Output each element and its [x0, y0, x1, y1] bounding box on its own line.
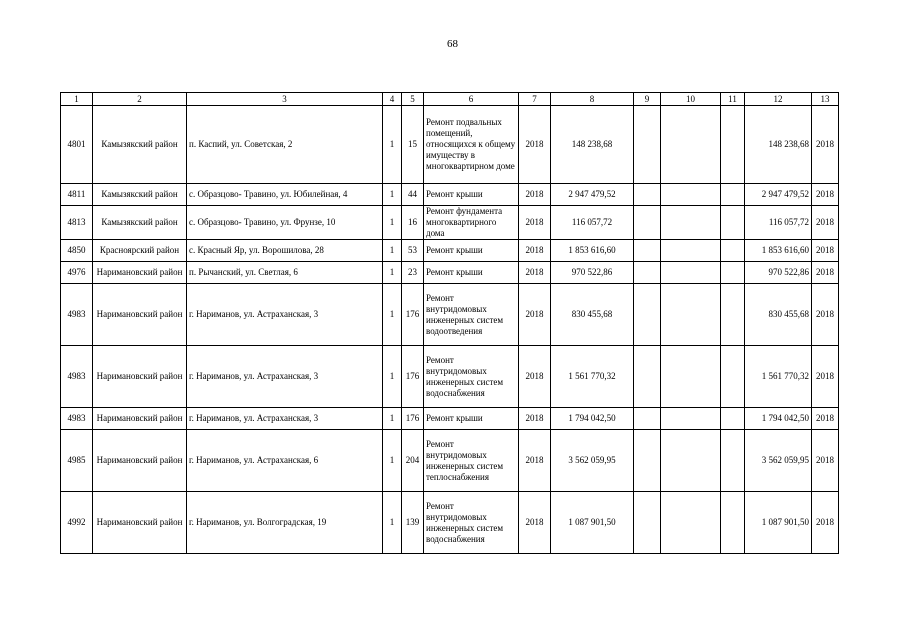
table-cell-district: Наримановский район	[93, 430, 187, 492]
table-cell-address: с. Красный Яр, ул. Ворошилова, 28	[187, 240, 383, 262]
table-cell-c9	[634, 408, 661, 430]
column-header: 11	[721, 93, 745, 106]
table-cell-address: г. Нариманов, ул. Астраханская, 3	[187, 408, 383, 430]
table-row	[61, 492, 839, 554]
table-cell-c4: 1	[383, 492, 402, 554]
column-header: 8	[551, 93, 634, 106]
table-cell-id: 4811	[61, 184, 93, 206]
table-cell-work: Ремонт внутридомовых инженерных систем водоотведения	[424, 284, 519, 346]
table-cell-year: 2018	[519, 492, 551, 554]
table-cell-cost: 830 455,68	[551, 284, 634, 346]
table-cell-cost: 1 794 042,50	[551, 408, 634, 430]
column-header: 1	[61, 93, 93, 106]
table-cell-district: Наримановский район	[93, 262, 187, 284]
table-cell-work: Ремонт крыши	[424, 408, 519, 430]
table-cell-cost: 1 561 770,32	[551, 346, 634, 408]
table-row	[61, 346, 839, 408]
table-cell-c11	[721, 284, 745, 346]
table-cell-work: Ремонт крыши	[424, 184, 519, 206]
table-row	[61, 240, 839, 262]
table-cell-work: Ремонт крыши	[424, 262, 519, 284]
table-cell-district: Камызякский район	[93, 106, 187, 184]
table-cell-district: Наримановский район	[93, 408, 187, 430]
table-cell-c5: 176	[402, 284, 424, 346]
table-cell-c9	[634, 492, 661, 554]
table-cell-c4: 1	[383, 240, 402, 262]
table-cell-c12: 2 947 479,52	[745, 184, 812, 206]
table-cell-cost: 3 562 059,95	[551, 430, 634, 492]
table-cell-year: 2018	[519, 184, 551, 206]
table-cell-cost: 2 947 479,52	[551, 184, 634, 206]
table-cell-c11	[721, 240, 745, 262]
page-number: 68	[447, 38, 458, 50]
table-cell-c13: 2018	[812, 106, 839, 184]
table-cell-c10	[661, 240, 721, 262]
table-cell-cost: 1 853 616,60	[551, 240, 634, 262]
table-cell-c9	[634, 430, 661, 492]
column-header: 10	[661, 93, 721, 106]
table-cell-c10	[661, 346, 721, 408]
table-row	[61, 206, 839, 240]
table-cell-c5: 15	[402, 106, 424, 184]
table-cell-c5: 176	[402, 408, 424, 430]
table-cell-c4: 1	[383, 262, 402, 284]
table-cell-id: 4976	[61, 262, 93, 284]
table-cell-c13: 2018	[812, 184, 839, 206]
table-cell-c10	[661, 184, 721, 206]
table-cell-year: 2018	[519, 346, 551, 408]
table-cell-c13: 2018	[812, 284, 839, 346]
table-cell-c10	[661, 408, 721, 430]
table-cell-year: 2018	[519, 262, 551, 284]
table-cell-year: 2018	[519, 430, 551, 492]
column-header: 7	[519, 93, 551, 106]
table-cell-c4: 1	[383, 346, 402, 408]
table-cell-c13: 2018	[812, 408, 839, 430]
table-cell-c9	[634, 346, 661, 408]
table-cell-address: с. Образцово- Травино, ул. Фрунзе, 10	[187, 206, 383, 240]
table-header-row	[61, 93, 839, 106]
table-cell-id: 4850	[61, 240, 93, 262]
table-cell-c9	[634, 284, 661, 346]
column-header: 3	[187, 93, 383, 106]
table-cell-c10	[661, 262, 721, 284]
table-cell-c13: 2018	[812, 206, 839, 240]
table-cell-c5: 204	[402, 430, 424, 492]
table-cell-work: Ремонт крыши	[424, 240, 519, 262]
table-row	[61, 262, 839, 284]
column-header: 2	[93, 93, 187, 106]
column-header: 5	[402, 93, 424, 106]
table-cell-c4: 1	[383, 408, 402, 430]
table-row	[61, 184, 839, 206]
table-cell-id: 4992	[61, 492, 93, 554]
table-row	[61, 284, 839, 346]
table-cell-address: п. Каспий, ул. Советская, 2	[187, 106, 383, 184]
table-cell-work: Ремонт внутридомовых инженерных систем водоснабжения	[424, 346, 519, 408]
table-cell-c11	[721, 408, 745, 430]
column-header: 9	[634, 93, 661, 106]
table-cell-c13: 2018	[812, 346, 839, 408]
table-cell-year: 2018	[519, 240, 551, 262]
table-cell-id: 4985	[61, 430, 93, 492]
table-cell-c10	[661, 106, 721, 184]
table-cell-c11	[721, 346, 745, 408]
table-cell-work: Ремонт фундамента многоквартирного дома	[424, 206, 519, 240]
table-cell-cost: 970 522,86	[551, 262, 634, 284]
table-cell-c9	[634, 106, 661, 184]
table-cell-c10	[661, 492, 721, 554]
table-cell-c5: 23	[402, 262, 424, 284]
table-row	[61, 106, 839, 184]
table-cell-address: г. Нариманов, ул. Волгоградская, 19	[187, 492, 383, 554]
table-cell-year: 2018	[519, 408, 551, 430]
table-cell-id: 4983	[61, 408, 93, 430]
table-cell-c9	[634, 206, 661, 240]
table-cell-c5: 16	[402, 206, 424, 240]
table-cell-c13: 2018	[812, 492, 839, 554]
table-cell-work: Ремонт внутридомовых инженерных систем водоснабжения	[424, 492, 519, 554]
table-cell-work: Ремонт внутридомовых инженерных систем теплоснабжения	[424, 430, 519, 492]
works-table	[60, 92, 839, 554]
table-cell-c12: 830 455,68	[745, 284, 812, 346]
table-cell-c9	[634, 184, 661, 206]
table-cell-year: 2018	[519, 284, 551, 346]
table-cell-c10	[661, 206, 721, 240]
table-cell-year: 2018	[519, 106, 551, 184]
table-cell-c10	[661, 284, 721, 346]
table-cell-address: г. Нариманов, ул. Астраханская, 3	[187, 346, 383, 408]
table-cell-c12: 1 561 770,32	[745, 346, 812, 408]
table-cell-district: Наримановский район	[93, 492, 187, 554]
table-cell-c12: 3 562 059,95	[745, 430, 812, 492]
table-cell-c5: 44	[402, 184, 424, 206]
table-cell-district: Камызякский район	[93, 206, 187, 240]
table-cell-c11	[721, 430, 745, 492]
table-cell-c11	[721, 184, 745, 206]
column-header: 4	[383, 93, 402, 106]
table-cell-cost: 148 238,68	[551, 106, 634, 184]
table-cell-address: с. Образцово- Травино, ул. Юбилейная, 4	[187, 184, 383, 206]
table-cell-c4: 1	[383, 106, 402, 184]
table-cell-c11	[721, 262, 745, 284]
table-cell-c5: 176	[402, 346, 424, 408]
table-cell-c5: 53	[402, 240, 424, 262]
table-cell-c12: 116 057,72	[745, 206, 812, 240]
table-cell-id: 4813	[61, 206, 93, 240]
table-cell-cost: 116 057,72	[551, 206, 634, 240]
table-cell-c12: 970 522,86	[745, 262, 812, 284]
table-cell-address: г. Нариманов, ул. Астраханская, 6	[187, 430, 383, 492]
table-cell-c12: 148 238,68	[745, 106, 812, 184]
table-cell-c13: 2018	[812, 430, 839, 492]
table-cell-c13: 2018	[812, 262, 839, 284]
table-cell-c9	[634, 262, 661, 284]
table-cell-c11	[721, 106, 745, 184]
column-header: 12	[745, 93, 812, 106]
table-cell-c11	[721, 206, 745, 240]
table-row	[61, 430, 839, 492]
table-cell-district: Наримановский район	[93, 346, 187, 408]
table-cell-work: Ремонт подвальных помещений, относящихся к общему имуществу в многоквартирном доме	[424, 106, 519, 184]
column-header: 13	[812, 93, 839, 106]
table-cell-id: 4983	[61, 346, 93, 408]
table-cell-c4: 1	[383, 430, 402, 492]
table-cell-year: 2018	[519, 206, 551, 240]
table-body	[61, 106, 839, 554]
column-header: 6	[424, 93, 519, 106]
table-cell-district: Красноярский район	[93, 240, 187, 262]
table-cell-c12: 1 853 616,60	[745, 240, 812, 262]
table-cell-c10	[661, 430, 721, 492]
table-cell-cost: 1 087 901,50	[551, 492, 634, 554]
table-cell-c11	[721, 492, 745, 554]
table-cell-c13: 2018	[812, 240, 839, 262]
table-cell-c4: 1	[383, 184, 402, 206]
table-cell-c5: 139	[402, 492, 424, 554]
table-cell-id: 4983	[61, 284, 93, 346]
table-cell-c9	[634, 240, 661, 262]
table-cell-id: 4801	[61, 106, 93, 184]
table-row	[61, 408, 839, 430]
table-cell-c12: 1 794 042,50	[745, 408, 812, 430]
table-cell-address: п. Рычанский, ул. Светлая, 6	[187, 262, 383, 284]
table-cell-c4: 1	[383, 284, 402, 346]
table-cell-c4: 1	[383, 206, 402, 240]
table-cell-district: Наримановский район	[93, 284, 187, 346]
table-cell-c12: 1 087 901,50	[745, 492, 812, 554]
table-cell-address: г. Нариманов, ул. Астраханская, 3	[187, 284, 383, 346]
table-cell-district: Камызякский район	[93, 184, 187, 206]
